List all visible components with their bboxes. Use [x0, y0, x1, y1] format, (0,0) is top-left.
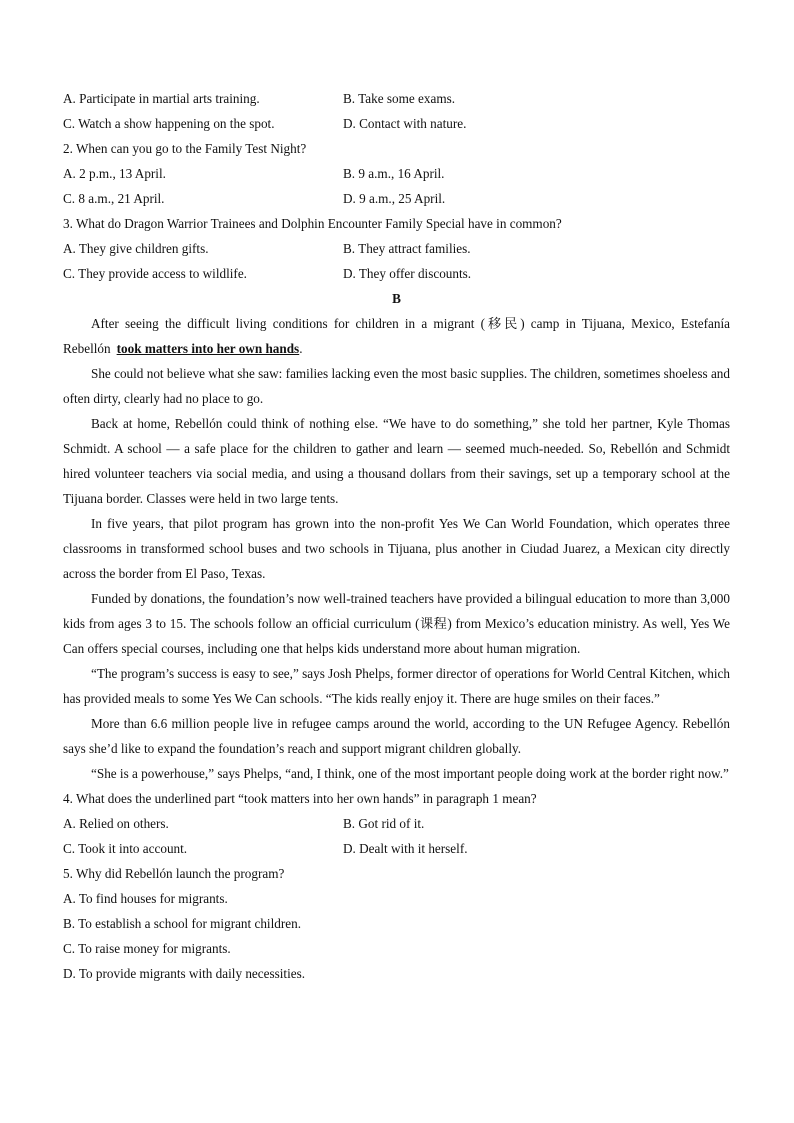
q2-option-c: C. 8 a.m., 21 April. — [63, 191, 165, 206]
section-heading-b: B — [392, 291, 401, 306]
passage-paragraph-6: “The program’s success is easy to see,” says Josh Phelps, former director of operations for World Central Kitchen, which has provided meals to some Yes We Can schools. “The kids really enjoy it. There are huge smiles on their faces.” — [63, 666, 730, 706]
q2-options-row-1 — [63, 161, 730, 186]
q2-option-a: A. 2 p.m., 13 April. — [63, 166, 166, 181]
q4-option-b: B. Got rid of it. — [343, 816, 425, 831]
q5-option-b: B. To establish a school for migrant children. — [63, 916, 301, 931]
q2-option-d: D. 9 a.m., 25 April. — [343, 191, 446, 206]
paragraph-1-text: After seeing the difficult living conditions for children in a migrant (移民) camp in Tijuana, Mexico, Estefanía Rebellón — [63, 316, 730, 356]
document-page — [63, 86, 730, 986]
q4-option-c: C. Took it into account. — [63, 841, 188, 856]
q5-option-d: D. To provide migrants with daily necessities. — [63, 966, 306, 981]
q3-option-d: D. They offer discounts. — [343, 266, 472, 281]
q1-option-d: D. Contact with nature. — [343, 116, 467, 131]
q3-option-c: C. They provide access to wildlife. — [63, 266, 247, 281]
passage-paragraph-7: More than 6.6 million people live in refugee camps around the world, according to the UN Refugee Agency. Rebellón says she’d like to expand the foundation’s reach and support migrant children globally. — [63, 716, 730, 756]
q2-option-b: B. 9 a.m., 16 April. — [343, 166, 445, 181]
q3-option-a: A. They give children gifts. — [63, 241, 209, 256]
passage-paragraph-5: Funded by donations, the foundation’s now well-trained teachers have provided a bilingual education to more than 3,000 kids from ages 3 to 15. The schools follow an official curriculum (课程) from Mexico’s education ministry. As well, Yes We Can offers special courses, including one that helps kids understand more about human migration. — [63, 591, 730, 656]
q4-option-a: A. Relied on others. — [63, 816, 169, 831]
q5-question: 5. Why did Rebellón launch the program? — [63, 866, 285, 881]
q4-option-d: D. Dealt with it herself. — [343, 841, 468, 856]
q1-options-row-1 — [63, 86, 730, 111]
q1-options-row-2 — [63, 111, 730, 136]
q1-option-a: A. Participate in martial arts training. — [63, 91, 260, 106]
q2-options-row-2 — [63, 186, 730, 211]
q3-option-b: B. They attract families. — [343, 241, 471, 256]
q2-question: 2. When can you go to the Family Test Night? — [63, 141, 307, 156]
passage-paragraph-3: Back at home, Rebellón could think of nothing else. “We have to do something,” she told her partner, Kyle Thomas Schmidt. A school — a safe place for the children to gather and learn — seemed much-needed. So, Rebellón and Schmidt hired volunteer teachers via social media, and using a thousand dollars from their savings, set up a temporary school at the Tijuana border. Classes were held in two large tents. — [63, 416, 730, 506]
passage-paragraph-4: In five years, that pilot program has grown into the non-profit Yes We Can World Foundation, which operates three classrooms in transformed school buses and two schools in Tijuana, plus another in Ciudad Juarez, a Mexican city directly across the border from El Paso, Texas. — [63, 516, 730, 581]
passage-paragraph-2: She could not believe what she saw: families lacking even the most basic supplies. The children, sometimes shoeless and often dirty, clearly had no place to go. — [63, 366, 730, 406]
q4-options-row-2 — [63, 836, 730, 861]
q5-option-a: A. To find houses for migrants. — [63, 891, 228, 906]
q4-options-row-1 — [63, 811, 730, 836]
q4-question: 4. What does the underlined part “took matters into her own hands” in paragraph 1 mean? — [63, 791, 537, 806]
q1-option-b: B. Take some exams. — [343, 91, 456, 106]
q5-option-c: C. To raise money for migrants. — [63, 941, 231, 956]
q1-option-c: C. Watch a show happening on the spot. — [63, 116, 275, 131]
q3-options-row-2 — [63, 261, 730, 286]
paragraph-1-end: . — [299, 341, 303, 356]
q3-options-row-1 — [63, 236, 730, 261]
q3-question: 3. What do Dragon Warrior Trainees and Dolphin Encounter Family Special have in common? — [63, 216, 562, 231]
passage-paragraph-1 — [63, 311, 730, 361]
passage-paragraph-8: “She is a powerhouse,” says Phelps, “and, I think, one of the most important people doing work at the border right now.” — [91, 766, 729, 781]
underlined-phrase: took matters into her own hands — [116, 341, 300, 356]
